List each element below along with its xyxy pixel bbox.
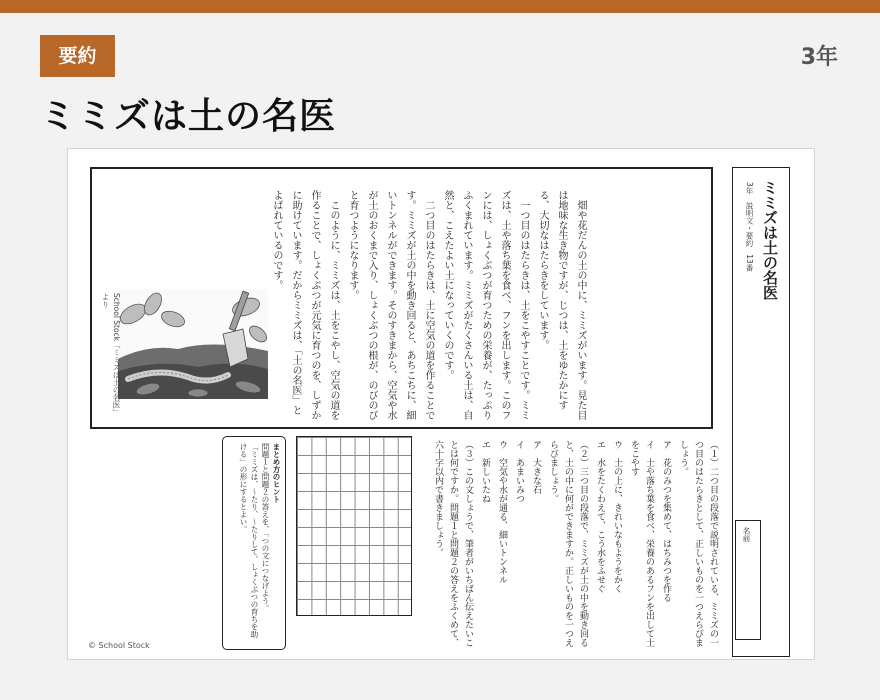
answer-grid[interactable] bbox=[296, 436, 412, 616]
question-item: （２）三つ目の段落で、ミミズが土の中を動き回ると、土の中に何ができますか。正しいものを一つえらびましょう。 bbox=[548, 440, 588, 647]
hint-text bbox=[232, 443, 282, 643]
question-option: エ 水をたくわえて、こう水をふせぐ bbox=[595, 440, 605, 593]
question-option: ア 大きな石 bbox=[531, 440, 541, 494]
image-credit: School Stock「ミミズは土の名医」より bbox=[101, 293, 121, 413]
category-badge: 要約 bbox=[40, 35, 115, 77]
question-item: （１）二つ目の段落で説明されている、ミミズの一つ目のはたらきとして、正しいものを一つえらびましょう。 bbox=[678, 440, 718, 647]
passage-paragraph: 一つ目のはたらきは、土をこやすことです。ミミズは、土や落ち葉を食べ、フンを出します。このフンには、しょくぶつが育つための栄養が、たっぷりふくまれています。ミミズがたくさんいる土は、自然と、こえたよい土になっていくのです。 bbox=[442, 190, 529, 420]
hint-line: 問題１と問題２の答えを、「つの文につなげよう。 bbox=[261, 443, 270, 612]
hint-line: 「ミミズは、〜たり、〜たりして、しょくぶつの育ちを助ける」の形にするとよい。 bbox=[239, 443, 259, 638]
top-accent-bar bbox=[0, 0, 880, 13]
hint-title: まとめ方のヒント bbox=[272, 443, 281, 503]
question-option: エ 新しいたね bbox=[480, 440, 490, 503]
page-title: ミミズは土の名医 bbox=[40, 96, 337, 137]
earthworm-illustration bbox=[118, 289, 268, 399]
name-label: 名前 bbox=[742, 527, 751, 542]
questions-section bbox=[420, 440, 720, 650]
question-item: （３）この文しょうで、筆者がいちばん伝えたいことは何ですか。問題１と問題２の答えをふくめて、六十字以内で書きましょう。 bbox=[433, 440, 473, 647]
grade-label: 3年 bbox=[800, 45, 838, 70]
question-option: ア 花のみつを集めて、はちみつを作る bbox=[661, 440, 671, 602]
question-option: イ 土や落ち葉を食べ、栄養のあるフンを出して土をこやす bbox=[629, 440, 654, 647]
worksheet-meta: 3年 説明文・要約 13番 bbox=[745, 182, 754, 272]
passage-paragraph: 二つ目のはたらきは、土に空気の道を作ることです。ミミズが土の中を動き回ると、あちこちに、細いトンネルができます。そのすきまから、空気や水が土のおくまで入り、しょくぶつの根が、のびのびと育つようになります。 bbox=[347, 190, 434, 420]
worksheet-title: ミミズは土の名医 bbox=[761, 180, 779, 300]
question-option: イ あまいみつ bbox=[514, 440, 524, 503]
passage-paragraph: 畑や花だんの土の中に、ミミズがいます。見た目は地味な生き物ですが、じつは、土をゆたかにする、大切なはたらきをしています。 bbox=[537, 190, 586, 420]
question-option: ウ 空気や水が通る、細いトンネル bbox=[497, 440, 507, 584]
question-option: ウ 土の上に、きれいなもようをかく bbox=[612, 440, 622, 593]
copyright-text: © School Stock bbox=[88, 641, 150, 650]
earthworm-soil-drawing bbox=[118, 289, 268, 399]
passage-paragraph: このように、ミミズは、土をこやし、空気の道を作ることで、しょくぶつが元気に育つのを、しずかに助けています。だからミミズは、「土の名医」とよばれているのです。 bbox=[271, 190, 339, 420]
